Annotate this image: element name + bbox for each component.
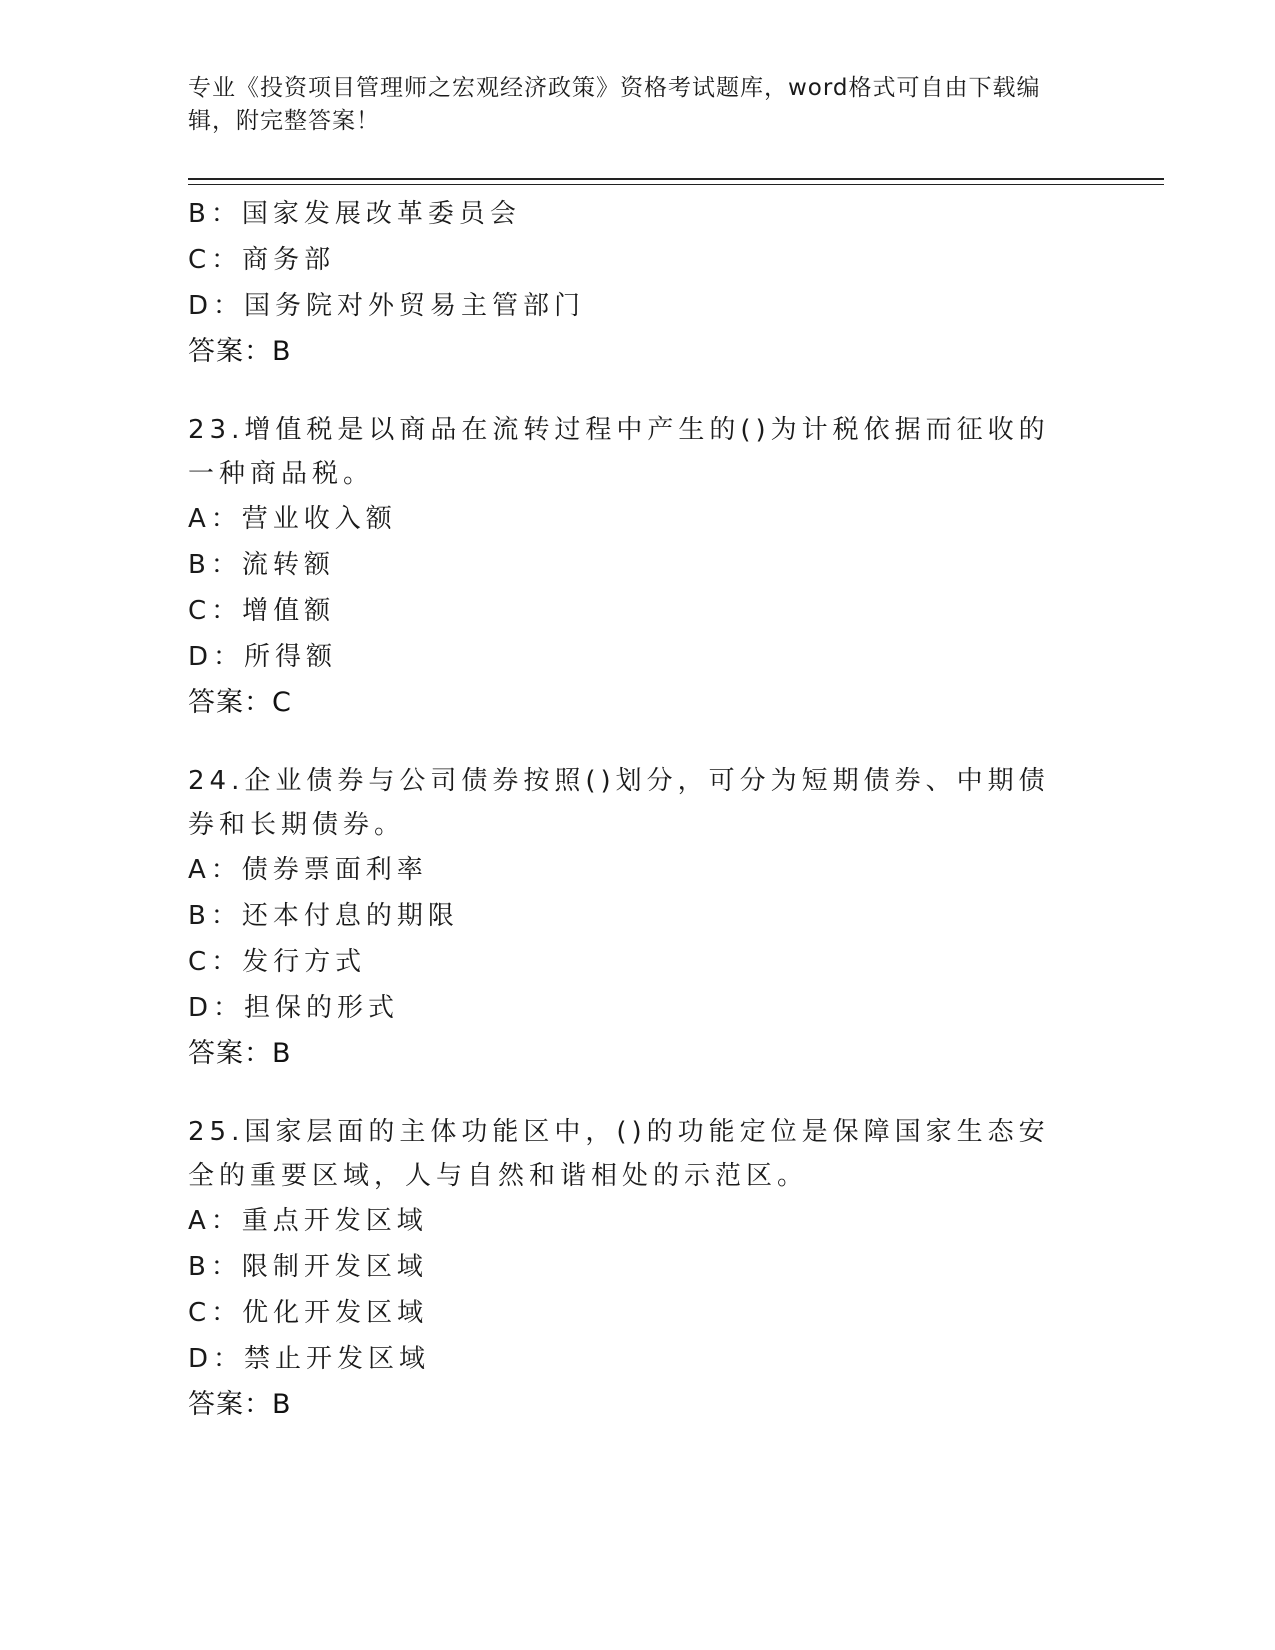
option-b: B：流转额	[188, 550, 335, 580]
header-divider-thick	[188, 178, 1164, 180]
question-stem: 23.增值税是以商品在流转过程中产生的()为计税依据而征收的一种商品税。	[188, 415, 1050, 489]
answer-line: 答案：B	[188, 1389, 292, 1420]
option-c: C：发行方式	[188, 947, 367, 977]
question-stem: 25.国家层面的主体功能区中，()的功能定位是保障国家生态安全的重要区域，人与自然和谐相处的示范区。	[188, 1117, 1050, 1191]
option-c: C：优化开发区域	[188, 1298, 429, 1328]
option-b: B：还本付息的期限	[188, 901, 459, 931]
option-b: B：国家发展改革委员会	[188, 199, 521, 229]
answer-line: 答案：B	[188, 336, 292, 367]
option-c: C：增值额	[188, 596, 336, 626]
option-a: A：营业收入额	[188, 504, 397, 534]
answer-line: 答案：B	[188, 1038, 292, 1069]
spacer	[188, 1077, 1088, 1110]
option-a: A：债券票面利率	[188, 855, 428, 885]
question-22-tail	[188, 191, 1088, 375]
option-d: D：担保的形式	[188, 993, 400, 1023]
header-divider-thin	[188, 184, 1164, 185]
question-list	[188, 191, 1088, 1428]
spacer	[188, 726, 1088, 759]
option-d: D：国务院对外贸易主管部门	[188, 291, 586, 321]
option-d: D：所得额	[188, 642, 338, 672]
question-23	[188, 408, 1088, 726]
spacer	[188, 375, 1088, 408]
option-c: C：商务部	[188, 245, 336, 275]
option-a: A：重点开发区域	[188, 1206, 428, 1236]
question-stem: 24.企业债券与公司债券按照()划分，可分为短期债券、中期债券和长期债券。	[188, 766, 1050, 840]
question-24	[188, 759, 1088, 1077]
option-d: D：禁止开发区域	[188, 1344, 431, 1374]
document-header: 专业《投资项目管理师之宏观经济政策》资格考试题库，word格式可自由下载编辑，附完整答案！	[188, 75, 1041, 134]
option-b: B：限制开发区域	[188, 1252, 428, 1282]
question-25	[188, 1110, 1088, 1428]
answer-line: 答案：C	[188, 687, 292, 718]
